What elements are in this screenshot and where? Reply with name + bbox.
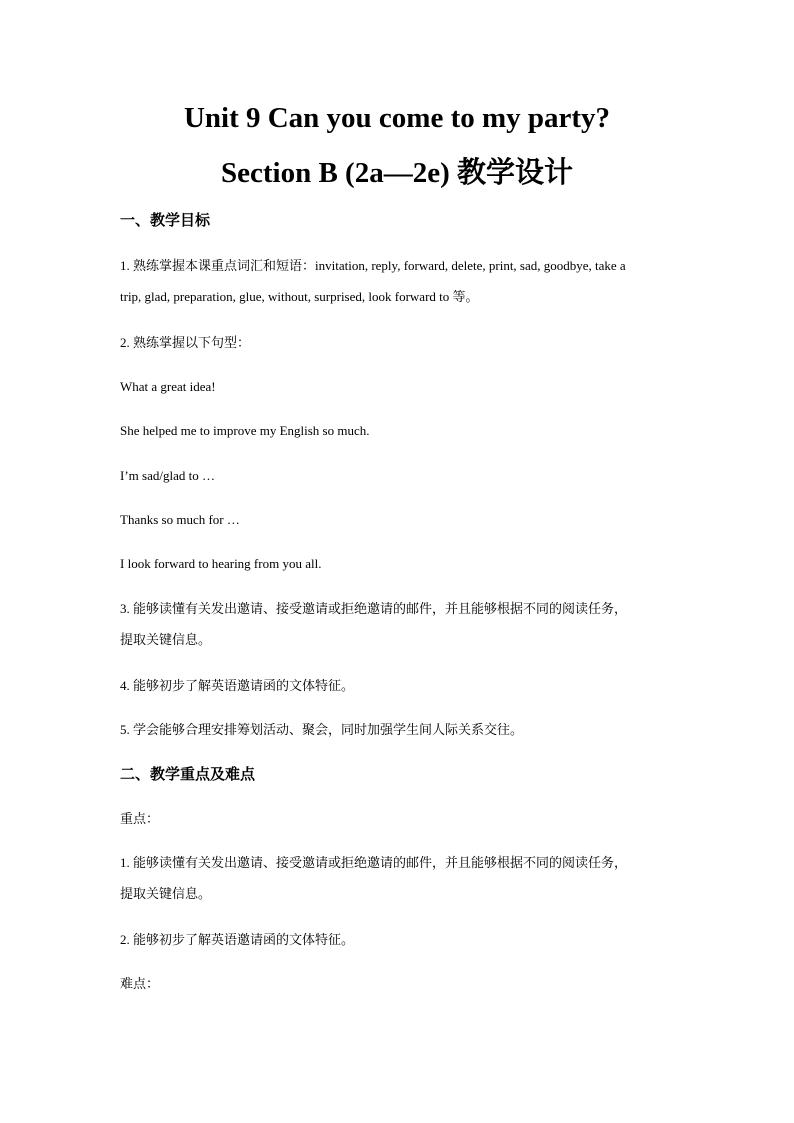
sentence-pattern: Thanks so much for … [120, 512, 240, 527]
key-point-1-line-2: 提取关键信息。 [120, 886, 212, 901]
objective-4: 4. 能够初步了解英语邀请函的文体特征。 [120, 678, 355, 693]
document-title: Unit 9 Can you come to my party? [183, 102, 611, 134]
objective-3-line-1: 3. 能够读懂有关发出邀请、接受邀请或拒绝邀请的邮件，并且能够根据不同的阅读任务， [120, 601, 628, 616]
objective-5: 5. 学会能够合理安排筹划活动、聚会，同时加强学生间人际关系交往。 [120, 722, 524, 737]
objective-1-line-1: 1. 熟练掌握本课重点词汇和短语：invitation, reply, forward, delete, print, sad, goodbye, take a [120, 258, 626, 273]
sentence-pattern: I look forward to hearing from you all. [120, 556, 322, 571]
sentence-pattern: I’m sad/glad to … [120, 468, 215, 483]
sentence-pattern: She helped me to improve my English so much. [120, 423, 370, 438]
section-heading-key-points: 二、教学重点及难点 [120, 767, 256, 783]
key-point-2: 2. 能够初步了解英语邀请函的文体特征。 [120, 932, 355, 947]
difficult-points-label: 难点： [120, 976, 160, 991]
objective-2: 2. 熟练掌握以下句型： [120, 335, 251, 350]
key-points-label: 重点： [120, 811, 160, 826]
section-heading-objectives: 一、教学目标 [120, 213, 211, 229]
key-point-1-line-1: 1. 能够读懂有关发出邀请、接受邀请或拒绝邀请的邮件，并且能够根据不同的阅读任务， [120, 855, 628, 870]
objective-3-line-2: 提取关键信息。 [120, 632, 212, 647]
document-subtitle: Section B (2a—2e) 教学设计 [221, 157, 573, 189]
sentence-pattern: What a great idea! [120, 379, 216, 394]
objective-1-line-2: trip, glad, preparation, glue, without, surprised, look forward to 等。 [120, 289, 479, 304]
